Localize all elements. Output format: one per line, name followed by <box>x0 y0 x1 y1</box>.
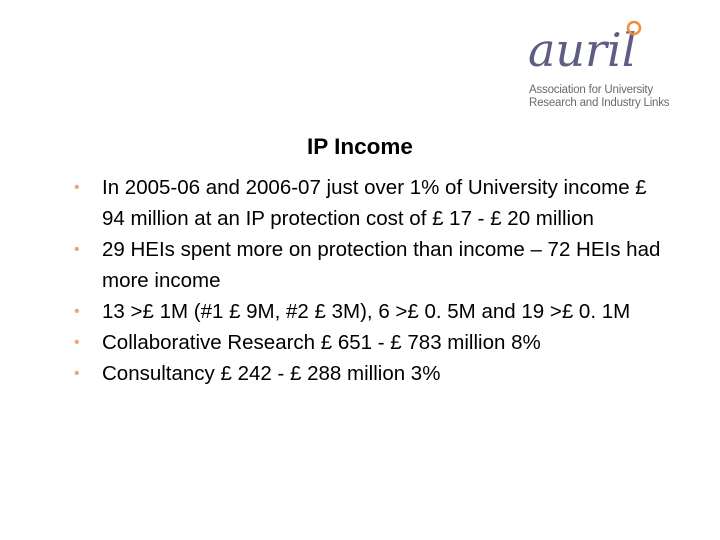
logo-tagline-line2: Research and Industry Links <box>529 97 670 109</box>
bullet-icon: • <box>74 303 80 320</box>
bullet-item <box>74 172 674 234</box>
logo-tagline-line1: Association for University <box>529 84 653 96</box>
auril-wordmark: auril <box>528 23 637 77</box>
bullet-icon: • <box>74 179 80 196</box>
slide-title-text: IP Income <box>307 134 413 159</box>
bullet-text: In 2005-06 and 2006-07 just over 1% of University income £ 94 million at an IP protection cost of £ 17 - £ 20 million <box>102 176 647 230</box>
logo-tagline <box>529 84 669 110</box>
bullet-item <box>74 234 674 296</box>
bullet-item <box>74 296 674 327</box>
slide-title <box>0 134 720 160</box>
bullet-icon: • <box>74 241 80 258</box>
bullet-item <box>74 327 674 358</box>
bullet-list <box>74 172 674 389</box>
bullet-text: Consultancy £ 242 - £ 288 million 3% <box>102 362 441 385</box>
auril-logo <box>524 16 694 108</box>
bullet-icon: • <box>74 334 80 351</box>
bullet-text: 29 HEIs spent more on protection than income – 72 HEIs had more income <box>102 238 661 292</box>
bullet-text: 13 >£ 1M (#1 £ 9M, #2 £ 3M), 6 >£ 0. 5M and 19 >£ 0. 1M <box>102 300 631 323</box>
bullet-icon: • <box>74 365 80 382</box>
bullet-item <box>74 358 674 389</box>
auril-wordmark-graphic <box>524 16 694 86</box>
bullet-text: Collaborative Research £ 651 - £ 783 million 8% <box>102 331 541 354</box>
